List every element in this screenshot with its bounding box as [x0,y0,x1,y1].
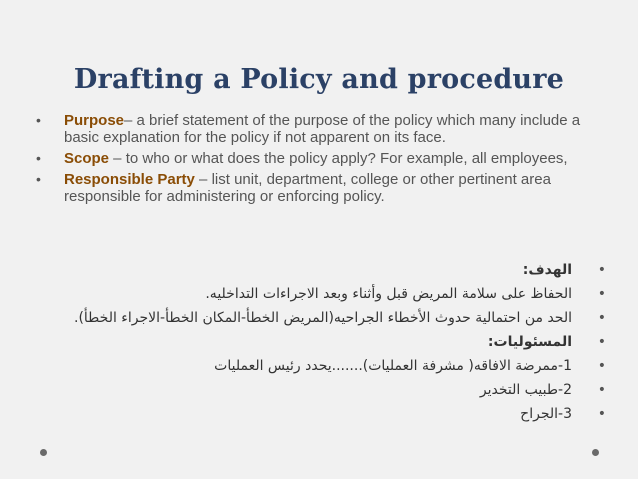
list-item [60,284,606,304]
arabic-heading-responsibilities: المسئوليات: [487,334,572,350]
arabic-text: الحفاظ على سلامة المريض قبل وأثناء وبعد الاجراءات التداخليه. [205,286,572,302]
arabic-text: 2-طبيب التخدير [479,382,572,398]
decorative-dot-left [40,449,47,456]
arabic-text: 3-الجراح [520,406,572,422]
list-item [60,260,606,280]
bullet-icon: • [597,262,606,278]
term-purpose: Purpose [64,112,125,129]
list-item [36,171,616,205]
bullet-icon: • [597,310,606,326]
arabic-heading-goal: الهدف: [522,262,572,278]
bullet-icon: • [36,112,41,128]
list-item [36,112,616,146]
bullet-icon: • [597,406,606,422]
arabic-bullet-list [60,260,606,428]
slide-title: Drafting a Policy and procedure [73,64,565,95]
purpose-text: – a brief statement of the purpose of the policy which many include a basic explanation for the policy if not apparent on its face. [64,112,581,146]
bullet-icon: • [597,286,606,302]
term-responsible-party: Responsible Party [64,171,195,188]
bullet-icon: • [597,358,606,374]
list-item [60,404,606,424]
bullet-icon: • [597,382,606,398]
list-item [36,150,616,167]
list-item [60,308,606,328]
bullet-icon: • [36,171,41,187]
arabic-text: 1-ممرضة الافاقه( مشرفة العمليات).......يحدد رئيس العمليات [214,358,572,374]
list-item [60,356,606,376]
term-scope: Scope [64,150,110,167]
responsible-party-text: – list unit, department, college or other pertinent area responsible for administering or enforcing policy. [64,171,551,205]
bullet-icon: • [36,150,41,166]
arabic-text: الحد من احتمالية حدوث الأخطاء الجراحيه(المريض الخطأ-المكان الخطأ-الاجراء الخطأ). [74,310,572,326]
decorative-dot-right [592,449,599,456]
bullet-icon: • [597,334,606,350]
scope-text: – to who or what does the policy apply? For example, all employees, [109,150,568,167]
list-item [60,332,606,352]
english-bullet-list [36,112,616,209]
list-item [60,380,606,400]
